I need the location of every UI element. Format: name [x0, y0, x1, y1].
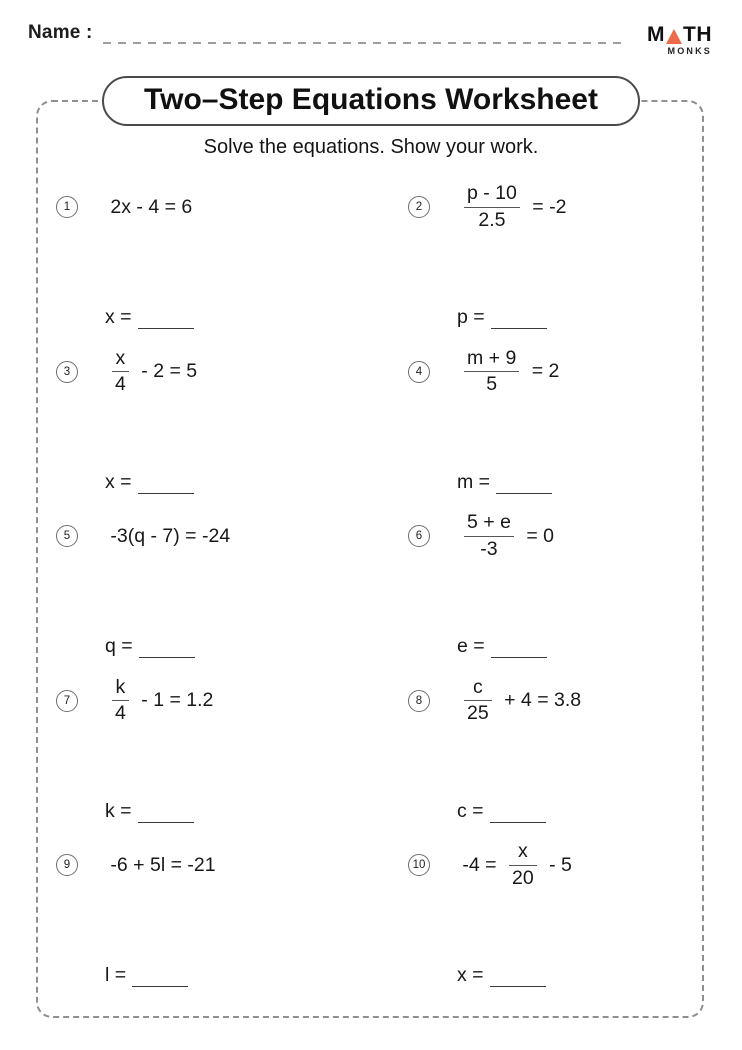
- problem-head: [56, 674, 408, 728]
- fraction-numerator: m + 9: [467, 346, 517, 369]
- equation-text: -3(q - 7) = -24: [105, 524, 236, 547]
- answer-variable: c =: [457, 799, 484, 822]
- answer-line: [457, 635, 547, 658]
- answer-blank-line[interactable]: [490, 820, 546, 823]
- problem-6: [408, 509, 708, 674]
- answer-blank-line[interactable]: [490, 984, 546, 987]
- problem-8: [408, 674, 708, 839]
- problem-number-badge: 5: [56, 525, 78, 547]
- problem-number-badge: 8: [408, 690, 430, 712]
- equation: [105, 854, 221, 877]
- fraction-numerator: p - 10: [467, 182, 517, 205]
- fraction-denominator: 5: [486, 373, 498, 395]
- fraction-numerator: x: [517, 840, 528, 863]
- answer-variable: x =: [105, 306, 132, 328]
- problem-2: [408, 180, 708, 345]
- equation-text: = 2: [526, 360, 565, 382]
- equation: [457, 677, 587, 725]
- worksheet-instructions: Solve the equations. Show your work.: [203, 136, 539, 158]
- problem-head: [56, 838, 408, 892]
- problem-number-badge: 7: [56, 690, 78, 712]
- problem-number-badge: 9: [56, 854, 78, 876]
- fraction: [112, 677, 129, 725]
- answer-blank-line[interactable]: [138, 326, 194, 329]
- answer-line: [105, 471, 194, 494]
- problem-4: [408, 345, 708, 510]
- problems-grid: [56, 180, 708, 1003]
- answer-variable: x =: [457, 964, 484, 986]
- fraction: [464, 183, 520, 231]
- equation: [457, 841, 577, 889]
- fraction: [464, 677, 492, 725]
- equation: [457, 348, 565, 396]
- answer-blank-line[interactable]: [138, 491, 194, 494]
- equation: [105, 348, 203, 396]
- equation: [105, 525, 236, 548]
- problem-9: [56, 838, 408, 1003]
- equation: [105, 196, 198, 219]
- logo-wordmark: [647, 24, 712, 45]
- problem-3: [56, 345, 408, 510]
- fraction-numerator: c: [472, 675, 483, 698]
- answer-blank-line[interactable]: [491, 655, 547, 658]
- fraction-numerator: 5 + e: [467, 511, 511, 534]
- answer-variable: e =: [457, 635, 485, 657]
- equation-text: -6 + 5l = -21: [105, 853, 221, 876]
- problem-7: [56, 674, 408, 839]
- answer-line: [457, 471, 552, 494]
- equation-text: = 0: [520, 524, 560, 547]
- fraction-denominator: -3: [480, 537, 498, 560]
- equation: [457, 183, 572, 231]
- fraction: [509, 841, 537, 889]
- answer-variable: k =: [105, 799, 132, 822]
- equation-text: - 5: [543, 853, 578, 876]
- problem-number-badge: 10: [408, 854, 430, 876]
- name-label: Name :: [28, 22, 93, 43]
- equation-text: - 2 = 5: [135, 360, 203, 382]
- name-row: [28, 22, 626, 44]
- fraction-denominator: 20: [511, 866, 534, 889]
- problem-head: [56, 345, 408, 399]
- logo-text-right: TH: [683, 23, 712, 46]
- problem-head: [408, 180, 708, 234]
- page-title: Two–Step Equations Worksheet: [102, 76, 640, 126]
- equation-text: -4 =: [457, 853, 502, 876]
- problem-head: [408, 674, 708, 728]
- answer-variable: l =: [105, 964, 127, 986]
- fraction-denominator: 25: [467, 702, 489, 724]
- problem-10: [408, 838, 708, 1003]
- fraction-denominator: 4: [115, 702, 126, 724]
- answer-variable: q =: [105, 635, 133, 657]
- answer-blank-line[interactable]: [496, 491, 552, 494]
- problem-head: [56, 180, 408, 234]
- answer-blank-line[interactable]: [138, 820, 194, 823]
- answer-line: [457, 306, 547, 329]
- answer-line: [105, 964, 188, 987]
- answer-line: [105, 800, 194, 823]
- fraction-denominator: 4: [115, 373, 126, 395]
- answer-line: [105, 306, 194, 329]
- problem-head: [56, 509, 408, 563]
- problem-head: [408, 509, 708, 563]
- problem-number-badge: 6: [408, 525, 430, 547]
- answer-line: [105, 635, 195, 658]
- fraction: [112, 348, 129, 396]
- equation: [105, 677, 219, 725]
- equation-text: + 4 = 3.8: [498, 689, 587, 711]
- fraction-numerator: k: [115, 675, 126, 698]
- equation-text: 2x - 4 = 6: [105, 195, 198, 218]
- triangle-icon: [666, 29, 682, 44]
- problem-number-badge: 3: [56, 361, 78, 383]
- fraction-numerator: x: [115, 346, 126, 369]
- problem-number-badge: 4: [408, 361, 430, 383]
- problem-head: [408, 345, 708, 399]
- logo-subtext: MONKS: [667, 46, 712, 56]
- answer-line: [457, 800, 546, 823]
- answer-blank-line[interactable]: [132, 984, 188, 987]
- fraction: [464, 512, 514, 560]
- logo-text-left: M: [647, 23, 665, 46]
- answer-blank-line[interactable]: [139, 655, 195, 658]
- answer-line: [457, 964, 546, 987]
- problem-number-badge: 1: [56, 196, 78, 218]
- answer-variable: p =: [457, 306, 485, 328]
- fraction-denominator: 2.5: [478, 208, 506, 231]
- problem-number-badge: 2: [408, 196, 430, 218]
- answer-variable: x =: [105, 470, 132, 493]
- name-blank-line[interactable]: [103, 29, 626, 44]
- math-monks-logo: [647, 24, 712, 56]
- equation-text: - 1 = 1.2: [135, 689, 219, 711]
- problem-1: [56, 180, 408, 345]
- answer-blank-line[interactable]: [491, 326, 547, 329]
- problem-5: [56, 509, 408, 674]
- equation: [457, 512, 559, 560]
- equation-text: = -2: [526, 195, 572, 218]
- problem-head: [408, 838, 708, 892]
- fraction: [464, 348, 519, 396]
- answer-variable: m =: [457, 470, 491, 493]
